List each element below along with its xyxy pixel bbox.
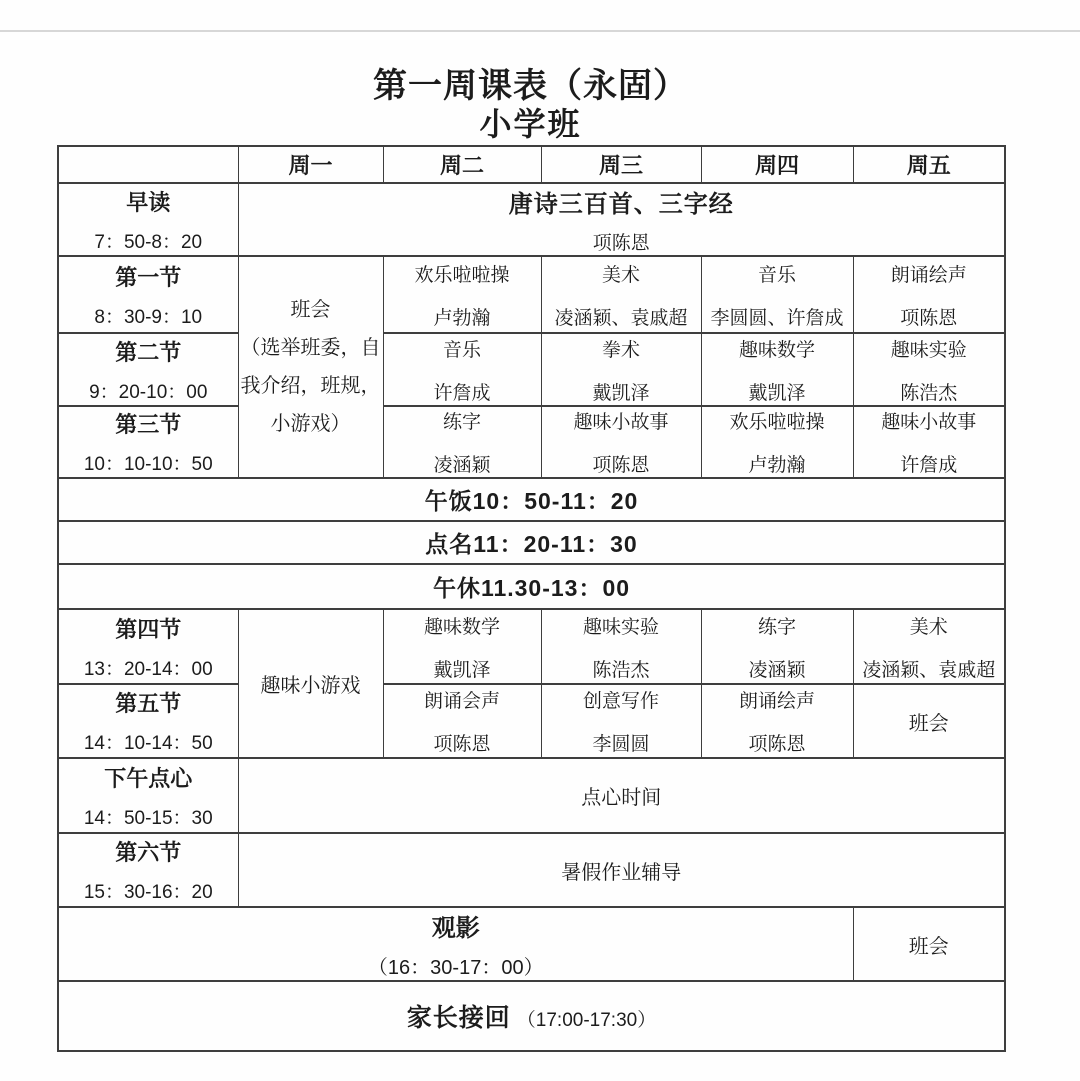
- morning-reading-time-cell: [58, 183, 238, 256]
- morning-reading-teacher: 项陈恩: [592, 233, 650, 254]
- movie-cell: [58, 907, 853, 981]
- monday-pm-activity: 趣味小游戏: [260, 675, 361, 697]
- subject: 练字: [442, 412, 481, 433]
- period-1-wednesday-cell: [541, 256, 701, 333]
- period-label: 第六节: [115, 840, 182, 865]
- scan-artifact-line: [0, 30, 1080, 32]
- monday-am-line: 小游戏）: [270, 413, 351, 435]
- subject: 美术: [601, 264, 640, 286]
- period-5-time-cell: [58, 684, 238, 758]
- teacher: 陈浩杰: [592, 659, 650, 681]
- period-label: 下午点心: [104, 765, 193, 791]
- homework-content: 暑假作业辅导: [561, 861, 682, 884]
- page-title: 第一周课表（永固）: [373, 67, 688, 105]
- morning-reading-subject: 唐诗三百首、三字经: [508, 191, 734, 218]
- monday-am-line: 我介绍，班规，: [240, 375, 381, 397]
- period-4-tuesday-cell: [383, 609, 541, 684]
- period-2-thursday-cell: [701, 333, 853, 406]
- subject: 音乐: [757, 264, 796, 286]
- teacher: 凌涵颖、袁戚超: [554, 307, 688, 329]
- subject: 拳术: [601, 339, 640, 361]
- pickup-title: 家长接回: [406, 1004, 511, 1032]
- period-time: 14：10-14：50: [83, 733, 213, 754]
- period-time: 14：50-15：30: [83, 807, 213, 829]
- friday-class-meeting: 班会: [908, 935, 949, 958]
- rollcall-band: 点名11：20-11：30: [58, 521, 1005, 564]
- morning-reading-content-cell: [238, 183, 1005, 256]
- rollcall-row: [58, 521, 1005, 564]
- period-time: 13：20-14：00: [83, 658, 213, 680]
- snack-content-cell: [238, 758, 1005, 833]
- teacher: 凌涵颖、袁戚超: [862, 659, 996, 681]
- pickup-cell: [58, 981, 1005, 1051]
- teacher: 陈浩杰: [900, 382, 958, 404]
- snack-row: [58, 758, 1005, 833]
- pickup-time: （17:00-17:30）: [516, 1010, 657, 1031]
- subject: 欢乐啦啦操: [729, 412, 825, 433]
- period-1-thursday-cell: [701, 256, 853, 333]
- teacher: 许詹成: [900, 455, 958, 476]
- period-3-wednesday-cell: [541, 406, 701, 478]
- morning-reading-row: [58, 183, 1005, 256]
- monday-pm-games-cell: [238, 609, 383, 758]
- subject: 练字: [757, 616, 796, 638]
- teacher: 项陈恩: [433, 734, 491, 755]
- subject: 趣味数学: [423, 616, 500, 638]
- movie-friday-cell: [853, 907, 1005, 981]
- teacher: 凌涵颖: [748, 659, 806, 681]
- period-4-row: [58, 609, 1005, 684]
- period-2-wednesday-cell: [541, 333, 701, 406]
- period-label: 第三节: [115, 412, 182, 437]
- period-label: 第二节: [115, 339, 182, 365]
- subject: 趣味实验: [582, 616, 659, 638]
- subject: 朗诵绘声: [890, 264, 967, 286]
- teacher: 卢勃瀚: [748, 455, 806, 476]
- nap-row: [58, 564, 1005, 609]
- subject: 班会: [908, 712, 949, 735]
- period-1-time-cell: [58, 256, 238, 333]
- period-label: 第四节: [115, 616, 182, 642]
- teacher: 凌涵颖: [433, 455, 491, 476]
- teacher: 项陈恩: [748, 734, 806, 755]
- period-6-row: [58, 833, 1005, 907]
- period-2-friday-cell: [853, 333, 1005, 406]
- period-4-time-cell: [58, 609, 238, 684]
- subject: 趣味小故事: [573, 412, 669, 433]
- teacher: 李圆圆: [592, 734, 650, 755]
- subject: 创意写作: [582, 691, 659, 712]
- lunch-band: 午饭10：50-11：20: [58, 478, 1005, 521]
- period-5-thursday-cell: [701, 684, 853, 758]
- teacher: 戴凯泽: [592, 382, 650, 404]
- teacher: 卢勃瀚: [433, 307, 491, 329]
- period-3-tuesday-cell: [383, 406, 541, 478]
- subject: 美术: [909, 616, 948, 638]
- period-label: 第五节: [115, 691, 182, 716]
- schedule-table: [57, 145, 1006, 1052]
- teacher: 许詹成: [433, 382, 491, 404]
- teacher: 戴凯泽: [748, 382, 806, 404]
- subject: 趣味实验: [890, 339, 967, 361]
- period-time: 15：30-16：20: [83, 882, 213, 903]
- monday-am-class-meeting-cell: [238, 256, 383, 478]
- period-6-time-cell: [58, 833, 238, 907]
- period-5-friday-cell: [853, 684, 1005, 758]
- subject: 欢乐啦啦操: [414, 264, 510, 286]
- monday-am-line: 班会: [290, 299, 331, 321]
- snack-time-cell: [58, 758, 238, 833]
- nap-band: 午休11.30-13：00: [58, 564, 1005, 609]
- header-row: [58, 146, 1005, 183]
- period-1-friday-cell: [853, 256, 1005, 333]
- subject: 朗诵绘声: [738, 691, 815, 712]
- period-6-content-cell: [238, 833, 1005, 907]
- period-1-row: [58, 256, 1005, 333]
- header-thursday: 周四: [701, 146, 853, 183]
- period-time: 9：20-10：00: [89, 381, 208, 403]
- period-4-friday-cell: [853, 609, 1005, 684]
- period-2-row: [58, 333, 1005, 406]
- period-label: 第一节: [115, 264, 182, 290]
- teacher: 项陈恩: [592, 455, 650, 476]
- movie-title: 观影: [431, 915, 480, 942]
- snack-content: 点心时间: [581, 787, 662, 809]
- period-4-thursday-cell: [701, 609, 853, 684]
- movie-row: [58, 907, 1005, 981]
- header-tuesday: 周二: [383, 146, 541, 183]
- period-label: 早读: [126, 189, 171, 215]
- movie-time: （16：30-17：00）: [367, 957, 544, 979]
- pickup-row: [58, 981, 1005, 1051]
- teacher: 戴凯泽: [433, 659, 491, 681]
- period-5-wednesday-cell: [541, 684, 701, 758]
- period-5-row: [58, 684, 1005, 758]
- header-monday: 周一: [238, 146, 383, 183]
- period-time: 8：30-9：10: [94, 306, 203, 328]
- period-2-tuesday-cell: [383, 333, 541, 406]
- monday-am-line: （选举班委，自: [240, 337, 381, 359]
- subject: 音乐: [442, 339, 481, 361]
- subject: 趣味小故事: [881, 412, 977, 433]
- lunch-row: [58, 478, 1005, 521]
- period-time: 7：50-8：20: [94, 231, 203, 253]
- period-2-time-cell: [58, 333, 238, 406]
- page-subtitle: 小学班: [479, 106, 582, 142]
- period-1-tuesday-cell: [383, 256, 541, 333]
- header-friday: 周五: [853, 146, 1005, 183]
- teacher: 项陈恩: [900, 307, 958, 329]
- period-5-tuesday-cell: [383, 684, 541, 758]
- period-3-time-cell: [58, 406, 238, 478]
- header-wednesday: 周三: [541, 146, 701, 183]
- subject: 趣味数学: [738, 339, 815, 361]
- title-block: [57, 66, 1004, 142]
- teacher: 李圆圆、许詹成: [710, 307, 844, 329]
- period-3-row: [58, 406, 1005, 478]
- period-4-wednesday-cell: [541, 609, 701, 684]
- period-3-thursday-cell: [701, 406, 853, 478]
- corner-cell: [58, 146, 238, 183]
- subject: 朗诵会声: [423, 691, 500, 712]
- period-3-friday-cell: [853, 406, 1005, 478]
- period-time: 10：10-10：50: [83, 454, 213, 475]
